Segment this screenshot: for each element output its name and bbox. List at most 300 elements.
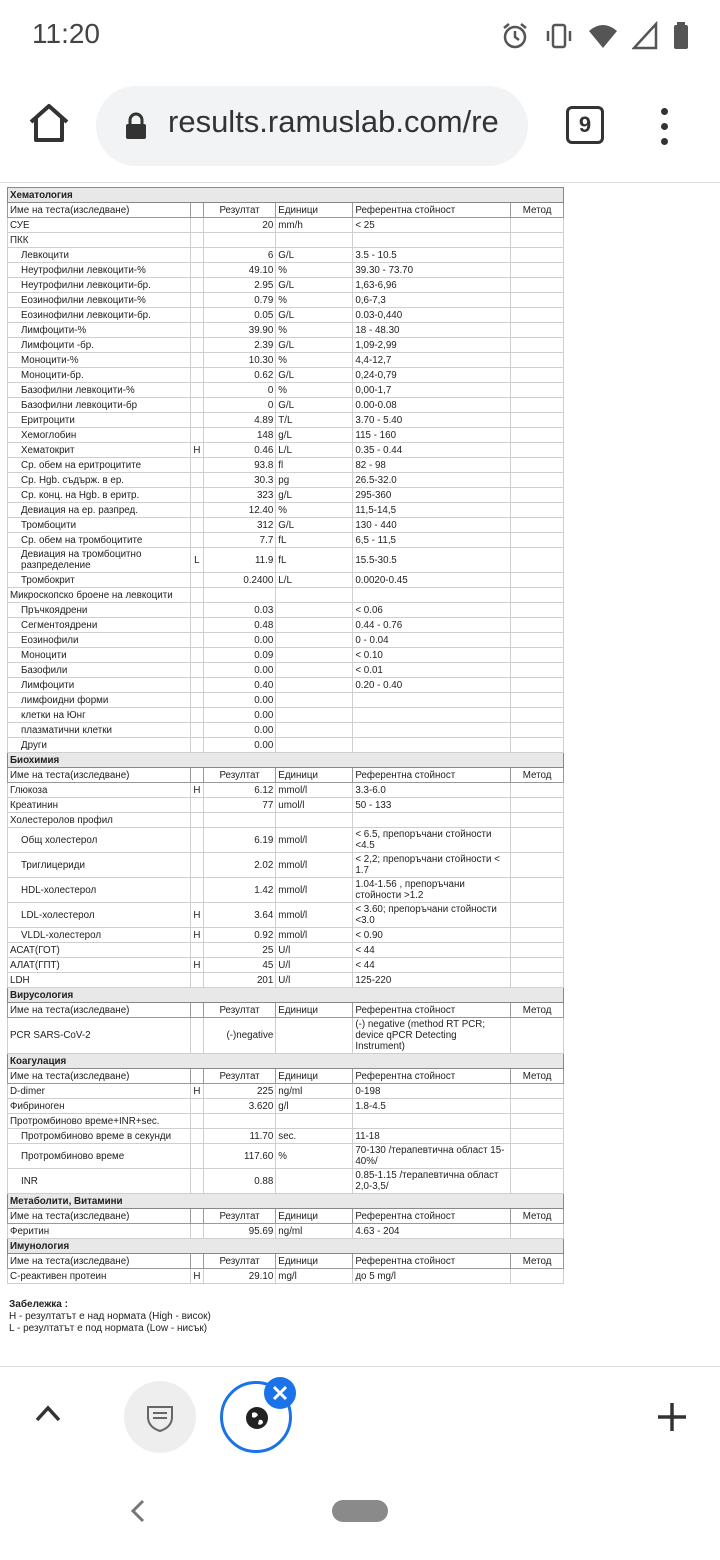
reference-cell bbox=[353, 708, 511, 723]
units-cell bbox=[276, 603, 353, 618]
flag-cell bbox=[190, 338, 203, 353]
method-cell bbox=[511, 383, 564, 398]
home-icon[interactable] bbox=[26, 100, 72, 146]
method-cell bbox=[511, 443, 564, 458]
flag-cell bbox=[190, 278, 203, 293]
method-cell bbox=[511, 588, 564, 603]
test-name: Базофили bbox=[8, 663, 191, 678]
method-cell bbox=[511, 398, 564, 413]
result-cell: 12.40 bbox=[203, 503, 275, 518]
result-cell: 0.2400 bbox=[203, 573, 275, 588]
method-cell bbox=[511, 678, 564, 693]
reference-cell: 1.8-4.5 bbox=[353, 1099, 511, 1114]
column-header-row bbox=[8, 1003, 564, 1018]
section-header bbox=[8, 988, 564, 1003]
col-header-flag bbox=[190, 1254, 203, 1269]
result-cell: 3.64 bbox=[203, 903, 275, 928]
flag-cell bbox=[190, 693, 203, 708]
units-cell bbox=[276, 633, 353, 648]
col-header-result: Резултат bbox=[203, 1254, 275, 1269]
reference-cell: 0,6-7,3 bbox=[353, 293, 511, 308]
test-name: Феритин bbox=[8, 1224, 191, 1239]
units-cell: G/L bbox=[276, 398, 353, 413]
result-cell: 30.3 bbox=[203, 473, 275, 488]
result-cell: 11.9 bbox=[203, 548, 275, 573]
table-row bbox=[8, 1129, 564, 1144]
table-row bbox=[8, 663, 564, 678]
section-header bbox=[8, 1054, 564, 1069]
table-row bbox=[8, 338, 564, 353]
method-cell bbox=[511, 783, 564, 798]
flag-cell bbox=[190, 233, 203, 248]
col-header-result: Резултат bbox=[203, 768, 275, 783]
method-cell bbox=[511, 603, 564, 618]
reference-cell bbox=[353, 738, 511, 753]
table-row bbox=[8, 1144, 564, 1169]
units-cell: mm/h bbox=[276, 218, 353, 233]
result-cell: 323 bbox=[203, 488, 275, 503]
units-cell: % bbox=[276, 323, 353, 338]
reference-cell: 1,09-2,99 bbox=[353, 338, 511, 353]
flag-cell: L bbox=[190, 548, 203, 573]
flag-cell bbox=[190, 518, 203, 533]
table-row bbox=[8, 308, 564, 323]
units-cell bbox=[276, 693, 353, 708]
result-cell: 148 bbox=[203, 428, 275, 443]
test-name: Еозинофили bbox=[8, 633, 191, 648]
result-cell: 2.02 bbox=[203, 853, 275, 878]
tab-switcher-button[interactable]: 9 bbox=[566, 106, 604, 144]
result-cell: 0.09 bbox=[203, 648, 275, 663]
method-cell bbox=[511, 853, 564, 878]
flag-cell bbox=[190, 263, 203, 278]
table-row bbox=[8, 693, 564, 708]
col-header-reference: Референтна стойност bbox=[353, 768, 511, 783]
result-cell: 45 bbox=[203, 958, 275, 973]
table-row bbox=[8, 518, 564, 533]
method-cell bbox=[511, 488, 564, 503]
flag-cell bbox=[190, 663, 203, 678]
reference-cell: 18 - 48.30 bbox=[353, 323, 511, 338]
reference-cell: 115 - 160 bbox=[353, 428, 511, 443]
method-cell bbox=[511, 828, 564, 853]
result-cell: 0.00 bbox=[203, 738, 275, 753]
flag-cell bbox=[190, 648, 203, 663]
flag-cell bbox=[190, 588, 203, 603]
result-cell: 49.10 bbox=[203, 263, 275, 278]
new-tab-icon[interactable] bbox=[656, 1401, 688, 1433]
units-cell bbox=[276, 1114, 353, 1129]
col-header-flag bbox=[190, 1069, 203, 1084]
flag-cell bbox=[190, 428, 203, 443]
units-cell: U/l bbox=[276, 958, 353, 973]
table-row bbox=[8, 723, 564, 738]
test-name: Моноцити-бр. bbox=[8, 368, 191, 383]
flag-cell bbox=[190, 1099, 203, 1114]
test-name: Левкоцити bbox=[8, 248, 191, 263]
table-row bbox=[8, 368, 564, 383]
table-row bbox=[8, 533, 564, 548]
flag-cell: H bbox=[190, 1269, 203, 1284]
method-cell bbox=[511, 473, 564, 488]
result-cell: 0 bbox=[203, 398, 275, 413]
section-title: Биохимия bbox=[8, 753, 564, 768]
test-name: Холестеролов профил bbox=[8, 813, 191, 828]
reference-cell bbox=[353, 693, 511, 708]
method-cell bbox=[511, 353, 564, 368]
col-header-method: Метод bbox=[511, 1003, 564, 1018]
reference-cell: 0,00-1,7 bbox=[353, 383, 511, 398]
table-row bbox=[8, 633, 564, 648]
table-row bbox=[8, 428, 564, 443]
result-cell: 2.95 bbox=[203, 278, 275, 293]
address-bar[interactable] bbox=[96, 86, 528, 166]
reference-cell: < 0.01 bbox=[353, 663, 511, 678]
units-cell: sec. bbox=[276, 1129, 353, 1144]
reference-cell: 0.00-0.08 bbox=[353, 398, 511, 413]
method-cell bbox=[511, 218, 564, 233]
reference-cell: 6,5 - 11,5 bbox=[353, 533, 511, 548]
table-row bbox=[8, 648, 564, 663]
reference-cell: 11,5-14,5 bbox=[353, 503, 511, 518]
units-cell bbox=[276, 618, 353, 633]
table-row bbox=[8, 503, 564, 518]
table-row bbox=[8, 248, 564, 263]
method-cell bbox=[511, 973, 564, 988]
result-cell: 0.48 bbox=[203, 618, 275, 633]
result-cell: 0.00 bbox=[203, 663, 275, 678]
col-header-test: Име на теста(изследване) bbox=[8, 1069, 191, 1084]
units-cell: % bbox=[276, 383, 353, 398]
units-cell: g/L bbox=[276, 488, 353, 503]
method-cell bbox=[511, 943, 564, 958]
col-header-test: Име на теста(изследване) bbox=[8, 1003, 191, 1018]
flag-cell bbox=[190, 413, 203, 428]
flag-cell bbox=[190, 1169, 203, 1194]
table-row bbox=[8, 1099, 564, 1114]
reference-cell: 4.63 - 204 bbox=[353, 1224, 511, 1239]
method-cell bbox=[511, 1144, 564, 1169]
column-header-row bbox=[8, 203, 564, 218]
units-cell: T/L bbox=[276, 413, 353, 428]
flag-cell bbox=[190, 1129, 203, 1144]
result-cell: 117.60 bbox=[203, 1144, 275, 1169]
result-cell: 0.03 bbox=[203, 603, 275, 618]
table-row bbox=[8, 928, 564, 943]
units-cell: mmol/l bbox=[276, 903, 353, 928]
col-header-result: Резултат bbox=[203, 1069, 275, 1084]
reference-cell bbox=[353, 813, 511, 828]
section-header bbox=[8, 188, 564, 203]
test-name: Общ холестерол bbox=[8, 828, 191, 853]
reference-cell: 0.85-1.15 /терапевтична област 2,0-3,5/ bbox=[353, 1169, 511, 1194]
flag-cell bbox=[190, 738, 203, 753]
result-cell: 0.88 bbox=[203, 1169, 275, 1194]
url-text[interactable]: results.ramuslab.com/re bbox=[168, 104, 499, 139]
reference-cell: < 0.90 bbox=[353, 928, 511, 943]
notes-title: Забележка : bbox=[9, 1299, 68, 1310]
col-header-method: Метод bbox=[511, 768, 564, 783]
result-cell: 25 bbox=[203, 943, 275, 958]
test-name: INR bbox=[8, 1169, 191, 1194]
result-cell: 39.90 bbox=[203, 323, 275, 338]
reference-cell: 0,24-0,79 bbox=[353, 368, 511, 383]
result-cell: 0.40 bbox=[203, 678, 275, 693]
reference-cell bbox=[353, 588, 511, 603]
table-row bbox=[8, 1224, 564, 1239]
flag-cell: H bbox=[190, 958, 203, 973]
result-cell: 0.00 bbox=[203, 708, 275, 723]
flag-cell bbox=[190, 1144, 203, 1169]
flag-cell bbox=[190, 813, 203, 828]
units-cell: G/L bbox=[276, 338, 353, 353]
tab-thumbnail-lab[interactable] bbox=[124, 1381, 196, 1453]
method-cell bbox=[511, 958, 564, 973]
result-cell: 6.12 bbox=[203, 783, 275, 798]
result-cell: 0.46 bbox=[203, 443, 275, 458]
method-cell bbox=[511, 428, 564, 443]
col-header-method: Метод bbox=[511, 1254, 564, 1269]
reference-cell: < 6.5, препоръчани стойности <4.5 bbox=[353, 828, 511, 853]
table-row bbox=[8, 958, 564, 973]
result-cell: 0.62 bbox=[203, 368, 275, 383]
reference-cell: 295-360 bbox=[353, 488, 511, 503]
reference-cell: 26.5-32.0 bbox=[353, 473, 511, 488]
units-cell bbox=[276, 813, 353, 828]
result-cell: 4.89 bbox=[203, 413, 275, 428]
units-cell: % bbox=[276, 293, 353, 308]
method-cell bbox=[511, 458, 564, 473]
table-row bbox=[8, 383, 564, 398]
flag-cell bbox=[190, 248, 203, 263]
reference-cell bbox=[353, 723, 511, 738]
units-cell bbox=[276, 233, 353, 248]
units-cell: G/L bbox=[276, 518, 353, 533]
flag-cell bbox=[190, 398, 203, 413]
method-cell bbox=[511, 263, 564, 278]
method-cell bbox=[511, 338, 564, 353]
units-cell bbox=[276, 708, 353, 723]
reference-cell: 0-198 bbox=[353, 1084, 511, 1099]
flag-cell: H bbox=[190, 903, 203, 928]
chevron-up-icon[interactable] bbox=[34, 1403, 62, 1423]
table-row bbox=[8, 1018, 564, 1054]
col-header-flag bbox=[190, 1209, 203, 1224]
notes bbox=[9, 1299, 211, 1335]
method-cell bbox=[511, 278, 564, 293]
table-row bbox=[8, 1084, 564, 1099]
reference-cell: 125-220 bbox=[353, 973, 511, 988]
col-header-test: Име на теста(изследване) bbox=[8, 1209, 191, 1224]
more-menu-icon[interactable] bbox=[658, 108, 670, 148]
test-name: Ср. Hgb. съдърж. в ер. bbox=[8, 473, 191, 488]
test-name: АСАТ(ГОТ) bbox=[8, 943, 191, 958]
table-row bbox=[8, 738, 564, 753]
method-cell bbox=[511, 503, 564, 518]
test-name: D-dimer bbox=[8, 1084, 191, 1099]
section-header bbox=[8, 1239, 564, 1254]
test-name: Базофилни левкоцити-бр bbox=[8, 398, 191, 413]
signal-icon bbox=[632, 21, 658, 51]
col-header-test: Име на теста(изследване) bbox=[8, 203, 191, 218]
method-cell bbox=[511, 518, 564, 533]
units-cell: mmol/l bbox=[276, 853, 353, 878]
units-cell: mmol/l bbox=[276, 928, 353, 943]
method-cell bbox=[511, 1269, 564, 1284]
col-header-reference: Референтна стойност bbox=[353, 1003, 511, 1018]
method-cell bbox=[511, 573, 564, 588]
test-name: Девиация на тромбоцитно разпределение bbox=[8, 548, 191, 573]
test-name: Еозинофилни левкоцити-% bbox=[8, 293, 191, 308]
system-nav-bar bbox=[0, 1466, 720, 1560]
section-header bbox=[8, 1194, 564, 1209]
table-row bbox=[8, 878, 564, 903]
flag-cell bbox=[190, 353, 203, 368]
home-pill[interactable] bbox=[332, 1500, 388, 1522]
flag-cell bbox=[190, 1018, 203, 1054]
method-cell bbox=[511, 368, 564, 383]
reference-cell: 4,4-12,7 bbox=[353, 353, 511, 368]
test-name: Протромбиново време bbox=[8, 1144, 191, 1169]
units-cell: mmol/l bbox=[276, 783, 353, 798]
test-name: Лимфоцити bbox=[8, 678, 191, 693]
reference-cell: < 44 bbox=[353, 958, 511, 973]
test-name: Ср. обем на тромбоцитите bbox=[8, 533, 191, 548]
flag-cell bbox=[190, 678, 203, 693]
flag-cell bbox=[190, 798, 203, 813]
table-row bbox=[8, 783, 564, 798]
flag-cell bbox=[190, 603, 203, 618]
units-cell bbox=[276, 1169, 353, 1194]
back-icon[interactable] bbox=[128, 1498, 148, 1524]
method-cell bbox=[511, 708, 564, 723]
table-row bbox=[8, 1269, 564, 1284]
units-cell bbox=[276, 663, 353, 678]
units-cell: % bbox=[276, 503, 353, 518]
flag-cell bbox=[190, 218, 203, 233]
flag-cell bbox=[190, 533, 203, 548]
close-tab-button[interactable] bbox=[264, 1377, 296, 1409]
table-row bbox=[8, 708, 564, 723]
result-cell: 93.8 bbox=[203, 458, 275, 473]
test-name: Еритроцити bbox=[8, 413, 191, 428]
flag-cell: H bbox=[190, 1084, 203, 1099]
test-name: VLDL-холестерол bbox=[8, 928, 191, 943]
table-row bbox=[8, 603, 564, 618]
reference-cell: 3.3-6.0 bbox=[353, 783, 511, 798]
column-header-row bbox=[8, 1254, 564, 1269]
result-cell: 77 bbox=[203, 798, 275, 813]
reference-cell: 0 - 0.04 bbox=[353, 633, 511, 648]
notes-high: H - резултатът е над нормата (High - висок) bbox=[9, 1311, 211, 1322]
flag-cell bbox=[190, 633, 203, 648]
table-row bbox=[8, 973, 564, 988]
close-icon bbox=[272, 1385, 288, 1401]
units-cell: % bbox=[276, 1144, 353, 1169]
result-cell: 0.00 bbox=[203, 723, 275, 738]
col-header-units: Единици bbox=[276, 1209, 353, 1224]
test-name: Хемоглобин bbox=[8, 428, 191, 443]
globe-icon bbox=[244, 1405, 270, 1431]
reference-cell bbox=[353, 1114, 511, 1129]
section-title: Метаболити, Витамини bbox=[8, 1194, 564, 1209]
section-title: Вирусология bbox=[8, 988, 564, 1003]
flag-cell bbox=[190, 323, 203, 338]
flag-cell bbox=[190, 943, 203, 958]
test-name: HDL-холестерол bbox=[8, 878, 191, 903]
flag-cell bbox=[190, 488, 203, 503]
result-cell: 3.620 bbox=[203, 1099, 275, 1114]
method-cell bbox=[511, 633, 564, 648]
col-header-test: Име на теста(изследване) bbox=[8, 1254, 191, 1269]
reference-cell: 3.5 - 10.5 bbox=[353, 248, 511, 263]
reference-cell: 50 - 133 bbox=[353, 798, 511, 813]
method-cell bbox=[511, 723, 564, 738]
test-name: плазматични клетки bbox=[8, 723, 191, 738]
result-cell: 312 bbox=[203, 518, 275, 533]
battery-icon bbox=[672, 21, 690, 51]
table-row bbox=[8, 293, 564, 308]
units-cell: L/L bbox=[276, 443, 353, 458]
method-cell bbox=[511, 663, 564, 678]
result-cell: 10.30 bbox=[203, 353, 275, 368]
method-cell bbox=[511, 1224, 564, 1239]
result-cell: 7.7 bbox=[203, 533, 275, 548]
section-title: Хематология bbox=[8, 188, 564, 203]
test-name: Протромбиново време в секунди bbox=[8, 1129, 191, 1144]
flag-cell: H bbox=[190, 783, 203, 798]
test-name: Тромбокрит bbox=[8, 573, 191, 588]
units-cell: G/L bbox=[276, 278, 353, 293]
test-name: ПКК bbox=[8, 233, 191, 248]
method-cell bbox=[511, 293, 564, 308]
flag-cell bbox=[190, 1114, 203, 1129]
reference-cell: 3.70 - 5.40 bbox=[353, 413, 511, 428]
flag-cell bbox=[190, 383, 203, 398]
result-cell: 0.05 bbox=[203, 308, 275, 323]
table-row bbox=[8, 233, 564, 248]
reference-cell: < 25 bbox=[353, 218, 511, 233]
table-row bbox=[8, 353, 564, 368]
units-cell: mmol/l bbox=[276, 878, 353, 903]
result-cell: 0 bbox=[203, 383, 275, 398]
reference-cell: 130 - 440 bbox=[353, 518, 511, 533]
method-cell bbox=[511, 813, 564, 828]
status-time: 11:20 bbox=[32, 18, 100, 49]
bottom-toolbar bbox=[0, 1366, 720, 1468]
col-header-result: Резултат bbox=[203, 203, 275, 218]
reference-cell: 11-18 bbox=[353, 1129, 511, 1144]
method-cell bbox=[511, 248, 564, 263]
units-cell: fL bbox=[276, 548, 353, 573]
table-row bbox=[8, 678, 564, 693]
method-cell bbox=[511, 548, 564, 573]
flag-cell bbox=[190, 853, 203, 878]
wifi-icon bbox=[588, 21, 618, 51]
alarm-icon bbox=[500, 21, 530, 51]
units-cell bbox=[276, 723, 353, 738]
result-cell: 0.92 bbox=[203, 928, 275, 943]
reference-cell: < 0.06 bbox=[353, 603, 511, 618]
test-name: Базофилни левкоцити-% bbox=[8, 383, 191, 398]
units-cell: G/L bbox=[276, 368, 353, 383]
page-content bbox=[0, 183, 720, 1366]
result-cell: 0.00 bbox=[203, 693, 275, 708]
result-cell: (-)negative bbox=[203, 1018, 275, 1054]
flag-cell: H bbox=[190, 928, 203, 943]
table-row bbox=[8, 488, 564, 503]
col-header-result: Резултат bbox=[203, 1209, 275, 1224]
